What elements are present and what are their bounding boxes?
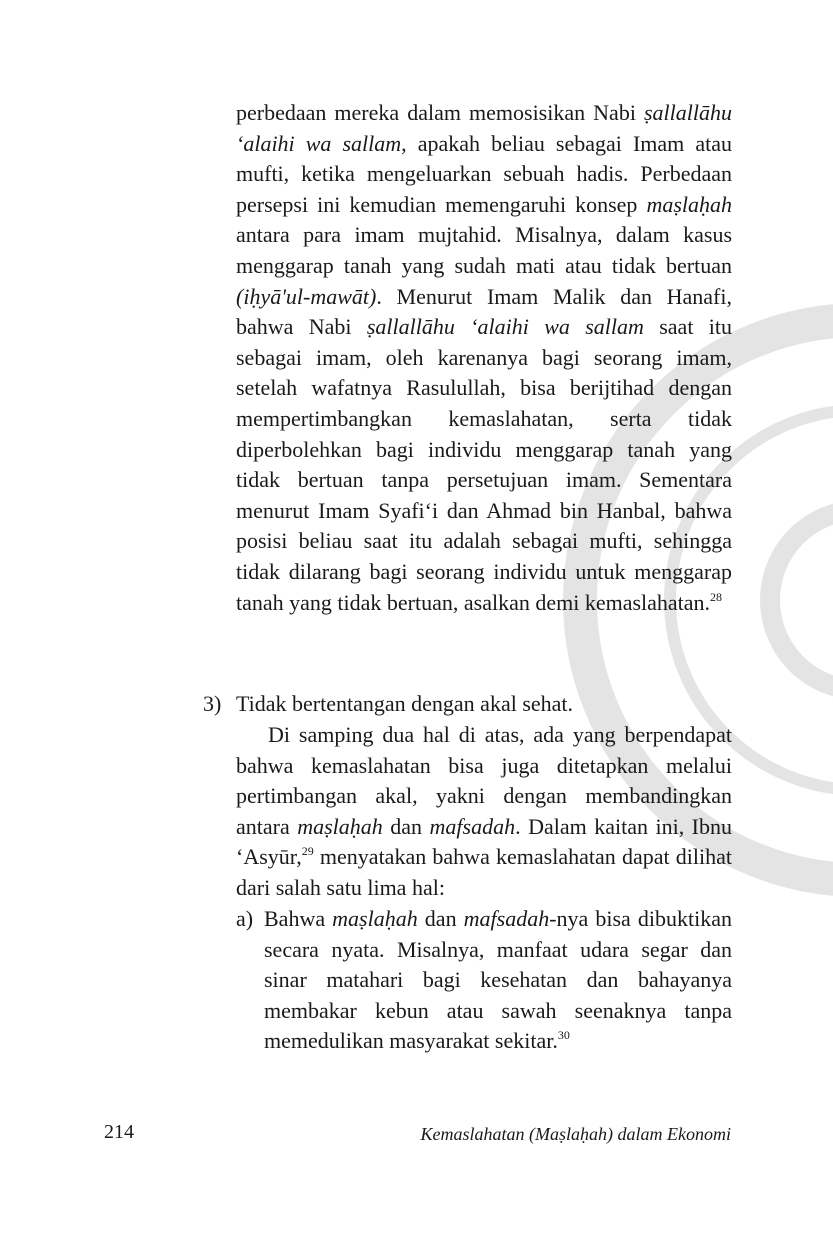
text-run: dan	[417, 906, 464, 931]
text-run: . Dalam kaitan ini, Ibnu ‘Asyūr,	[236, 813, 733, 870]
italic-term: ṣallallāhu ‘alaihi wa sallam	[236, 100, 732, 156]
text-run: . Menurut Imam Malik dan Hanafi, bahwa Nabi	[236, 283, 732, 340]
list-item-text: Tidak bertentangan dengan akal sehat.	[236, 691, 574, 716]
text-run: , apakah beliau sebagai Imam atau mufti, ketika mengeluarkan sebuah hadis. Perbedaan persepsi ini kemudian memengaruhi konsep	[236, 130, 732, 217]
list-letter: a)	[236, 906, 254, 931]
paragraph-akal	[236, 720, 732, 904]
text-run: perbedaan mereka dalam memosisikan Nabi	[236, 100, 644, 125]
italic-term: mafsadah	[463, 906, 550, 931]
footnote-marker-30: 30	[557, 1028, 570, 1043]
footnote-marker-28: 28	[710, 589, 723, 604]
italic-term: maṣlaḥah	[332, 906, 418, 931]
text-run: dan	[382, 813, 430, 839]
page-number: 214	[104, 1121, 134, 1143]
italic-term: mafsadah	[429, 813, 516, 839]
footnote-marker-29: 29	[301, 844, 314, 859]
text-run: saat itu sebagai imam, oleh karenanya bagi seorang imam, setelah wafatnya Rasulullah, bisa berijtihad dengan mempertimbangkan kemaslahatan, serta tidak diperbolehkan bagi individu menggarap tanah yang tidak bertuan tanpa persetujuan imam. Sementara menurut Imam Syafi‘i dan Ahmad bin Hanbal, bahwa posisi beliau saat itu adalah sebagai mufti, sehingga tidak dilarang bagi seorang individu untuk menggarap tanah yang tidak bertuan, asalkan demi kemaslahatan.	[236, 314, 732, 615]
text-run: menyatakan bahwa kemaslahatan dapat dilihat dari salah satu lima hal:	[236, 844, 732, 900]
italic-term: ṣallallāhu ‘alaihi wa sallam	[366, 314, 644, 340]
italic-term: maṣlaḥah	[646, 191, 732, 217]
running-title: Kemaslahatan (Maṣlaḥah) dalam Ekonomi	[420, 1124, 731, 1144]
text-run: Di samping dua hal di atas, ada yang berpendapat bahwa kemaslahatan bisa juga ditetapkan melalui pertimbangan akal, yakni dengan membandingkan antara	[236, 722, 732, 839]
text-run: -nya bisa dibuktikan secara nyata. Misalnya, manfaat udara segar dan sinar matahari bagi kesehatan dan bahayanya membakar kebun atau sawah seenaknya tanpa memedulikan masyarakat sekitar.	[264, 906, 732, 1054]
paragraph-ihya-mawat	[236, 98, 732, 618]
text-run: Bahwa	[264, 906, 333, 931]
list-item-3	[203, 689, 732, 720]
text-run: antara para imam mujtahid. Misalnya, dalam kasus menggarap tanah yang sudah mati atau tidak bertuan	[236, 222, 732, 278]
italic-term: (iḥyā'ul-mawāt)	[236, 283, 377, 309]
list-item-a	[236, 904, 732, 1057]
list-number: 3)	[203, 691, 222, 716]
italic-term: maṣlaḥah	[297, 813, 383, 839]
list-item-text	[264, 904, 732, 1057]
